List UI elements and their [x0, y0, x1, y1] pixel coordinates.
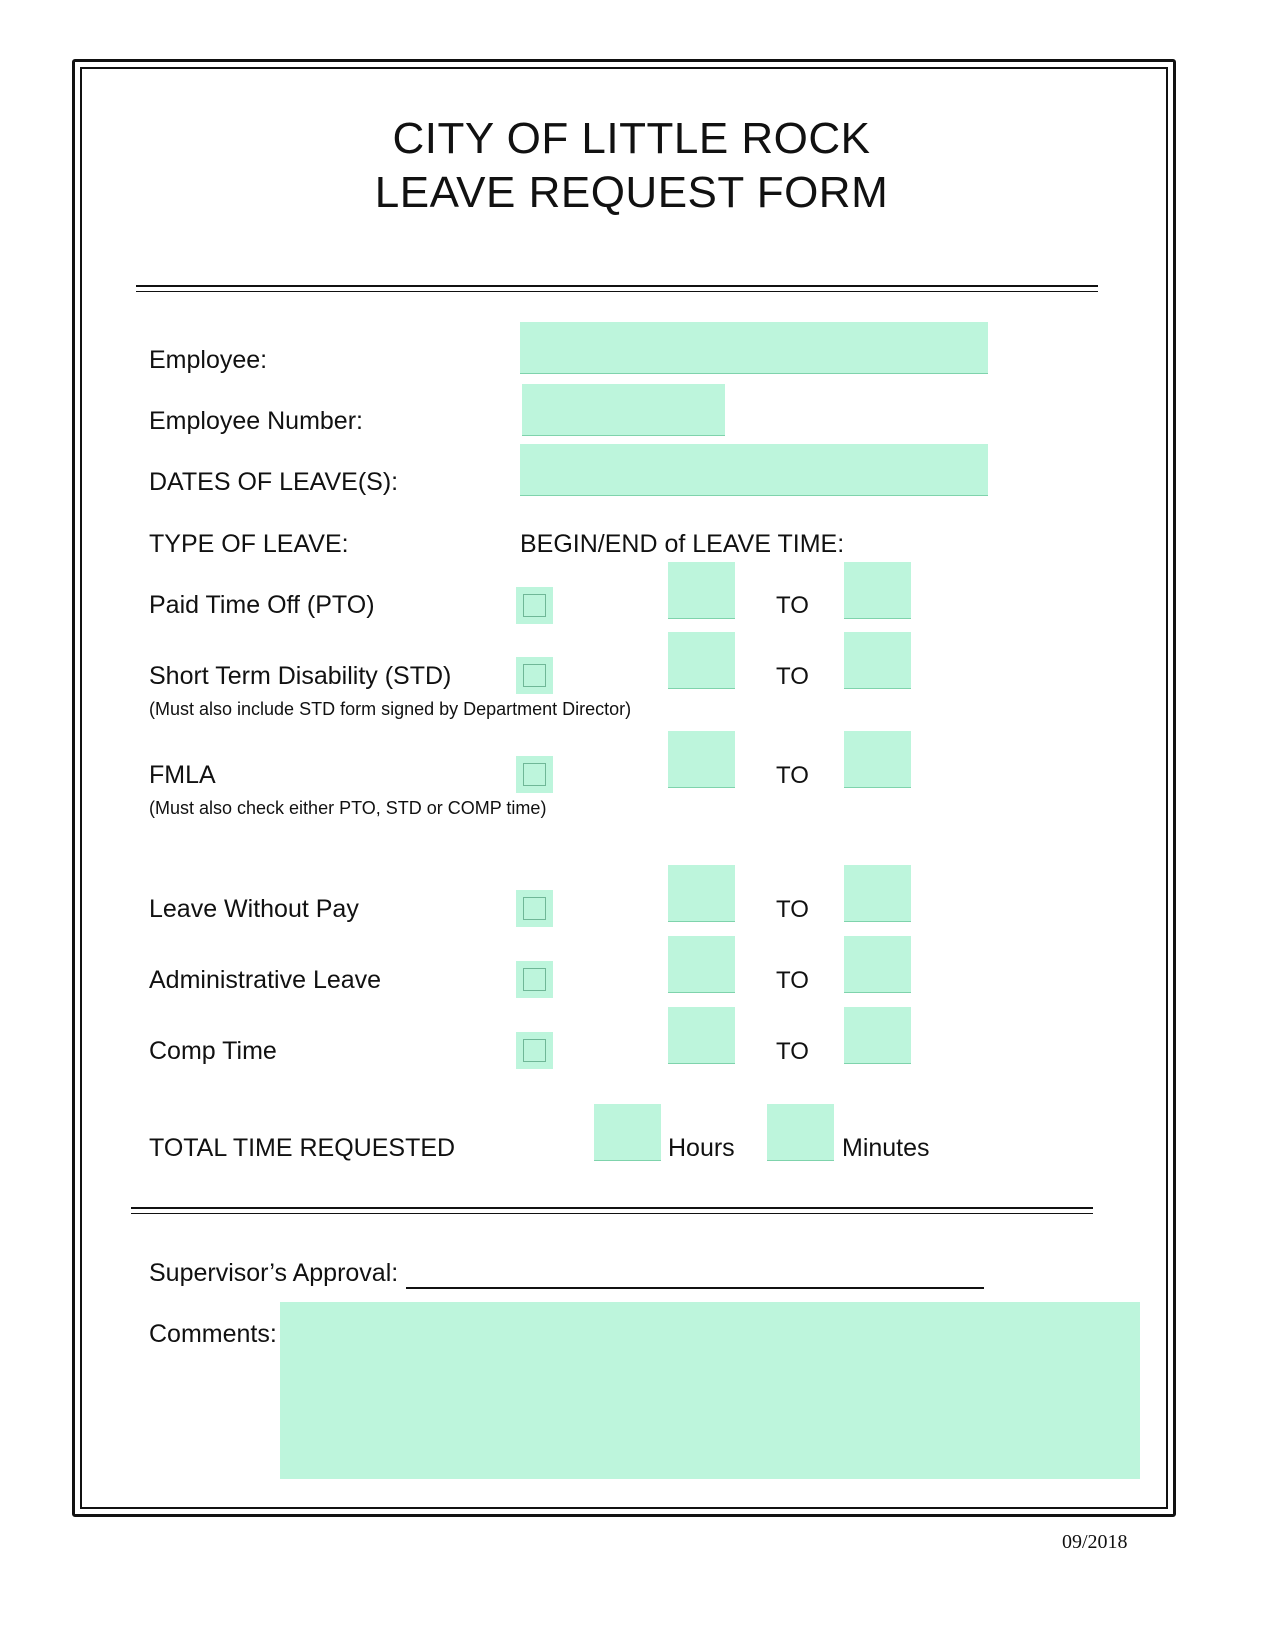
leave-type-fmla-note: (Must also check either PTO, STD or COMP time): [149, 798, 547, 818]
admin-to-label: TO: [776, 967, 809, 994]
form-border-inner: [80, 67, 1168, 1509]
dates-of-leave-label: DATES OF LEAVE(S):: [149, 468, 399, 496]
divider-bottom-b: [131, 1213, 1093, 1214]
std-end-time-field[interactable]: [844, 632, 911, 689]
leave-type-admin-checkbox[interactable]: [516, 961, 553, 998]
employee-number-label: Employee Number:: [149, 407, 363, 435]
fmla-end-time-field[interactable]: [844, 731, 911, 788]
lwop-begin-time-field[interactable]: [668, 865, 735, 922]
leave-time-header: BEGIN/END of LEAVE TIME:: [520, 530, 845, 558]
lwop-end-time-field[interactable]: [844, 865, 911, 922]
comp-end-time-field[interactable]: [844, 1007, 911, 1064]
admin-begin-time-field[interactable]: [668, 936, 735, 993]
std-to-label: TO: [776, 663, 809, 690]
leave-type-comp-label: Comp Time: [149, 1037, 277, 1065]
leave-type-std-checkbox[interactable]: [516, 657, 553, 694]
supervisor-signature-line[interactable]: [406, 1287, 984, 1289]
leave-type-lwop-label: Leave Without Pay: [149, 895, 359, 923]
revision-date: 09/2018: [1062, 1531, 1128, 1553]
dates-of-leave-field[interactable]: [520, 444, 988, 496]
pto-begin-time-field[interactable]: [668, 562, 735, 619]
type-of-leave-header: TYPE OF LEAVE:: [149, 530, 349, 558]
leave-type-pto-checkbox[interactable]: [516, 587, 553, 624]
leave-type-comp-checkbox[interactable]: [516, 1032, 553, 1069]
total-time-label: TOTAL TIME REQUESTED: [149, 1134, 456, 1162]
leave-type-std-note: (Must also include STD form signed by Department Director): [149, 699, 632, 719]
comments-field[interactable]: [280, 1302, 1140, 1479]
divider-top-b: [136, 291, 1098, 292]
form-title-line-1: CITY OF LITTLE ROCK: [392, 114, 871, 163]
admin-end-time-field[interactable]: [844, 936, 911, 993]
fmla-to-label: TO: [776, 762, 809, 789]
leave-type-pto-label: Paid Time Off (PTO): [149, 591, 375, 619]
checkbox-box: [523, 664, 546, 687]
divider-top-a: [136, 285, 1098, 287]
form-title-line-2: LEAVE REQUEST FORM: [374, 168, 889, 217]
employee-number-field[interactable]: [522, 384, 725, 436]
minutes-label: Minutes: [842, 1134, 930, 1162]
lwop-to-label: TO: [776, 896, 809, 923]
leave-type-admin-label: Administrative Leave: [149, 966, 382, 994]
employee-label: Employee:: [149, 346, 268, 374]
hours-label: Hours: [668, 1134, 735, 1162]
fmla-begin-time-field[interactable]: [668, 731, 735, 788]
leave-type-fmla-label: FMLA: [149, 761, 216, 789]
leave-type-std-label: Short Term Disability (STD): [149, 662, 452, 690]
comments-label: Comments:: [149, 1320, 277, 1348]
std-begin-time-field[interactable]: [668, 632, 735, 689]
comp-begin-time-field[interactable]: [668, 1007, 735, 1064]
checkbox-box: [523, 763, 546, 786]
pto-end-time-field[interactable]: [844, 562, 911, 619]
total-hours-field[interactable]: [594, 1104, 661, 1161]
leave-type-lwop-checkbox[interactable]: [516, 890, 553, 927]
total-minutes-field[interactable]: [767, 1104, 834, 1161]
leave-type-fmla-checkbox[interactable]: [516, 756, 553, 793]
divider-bottom-a: [131, 1207, 1093, 1209]
comp-to-label: TO: [776, 1038, 809, 1065]
checkbox-box: [523, 897, 546, 920]
checkbox-box: [523, 594, 546, 617]
pto-to-label: TO: [776, 592, 809, 619]
employee-field[interactable]: [520, 322, 988, 374]
supervisor-approval-label: Supervisor’s Approval:: [149, 1259, 399, 1287]
checkbox-box: [523, 968, 546, 991]
checkbox-box: [523, 1039, 546, 1062]
